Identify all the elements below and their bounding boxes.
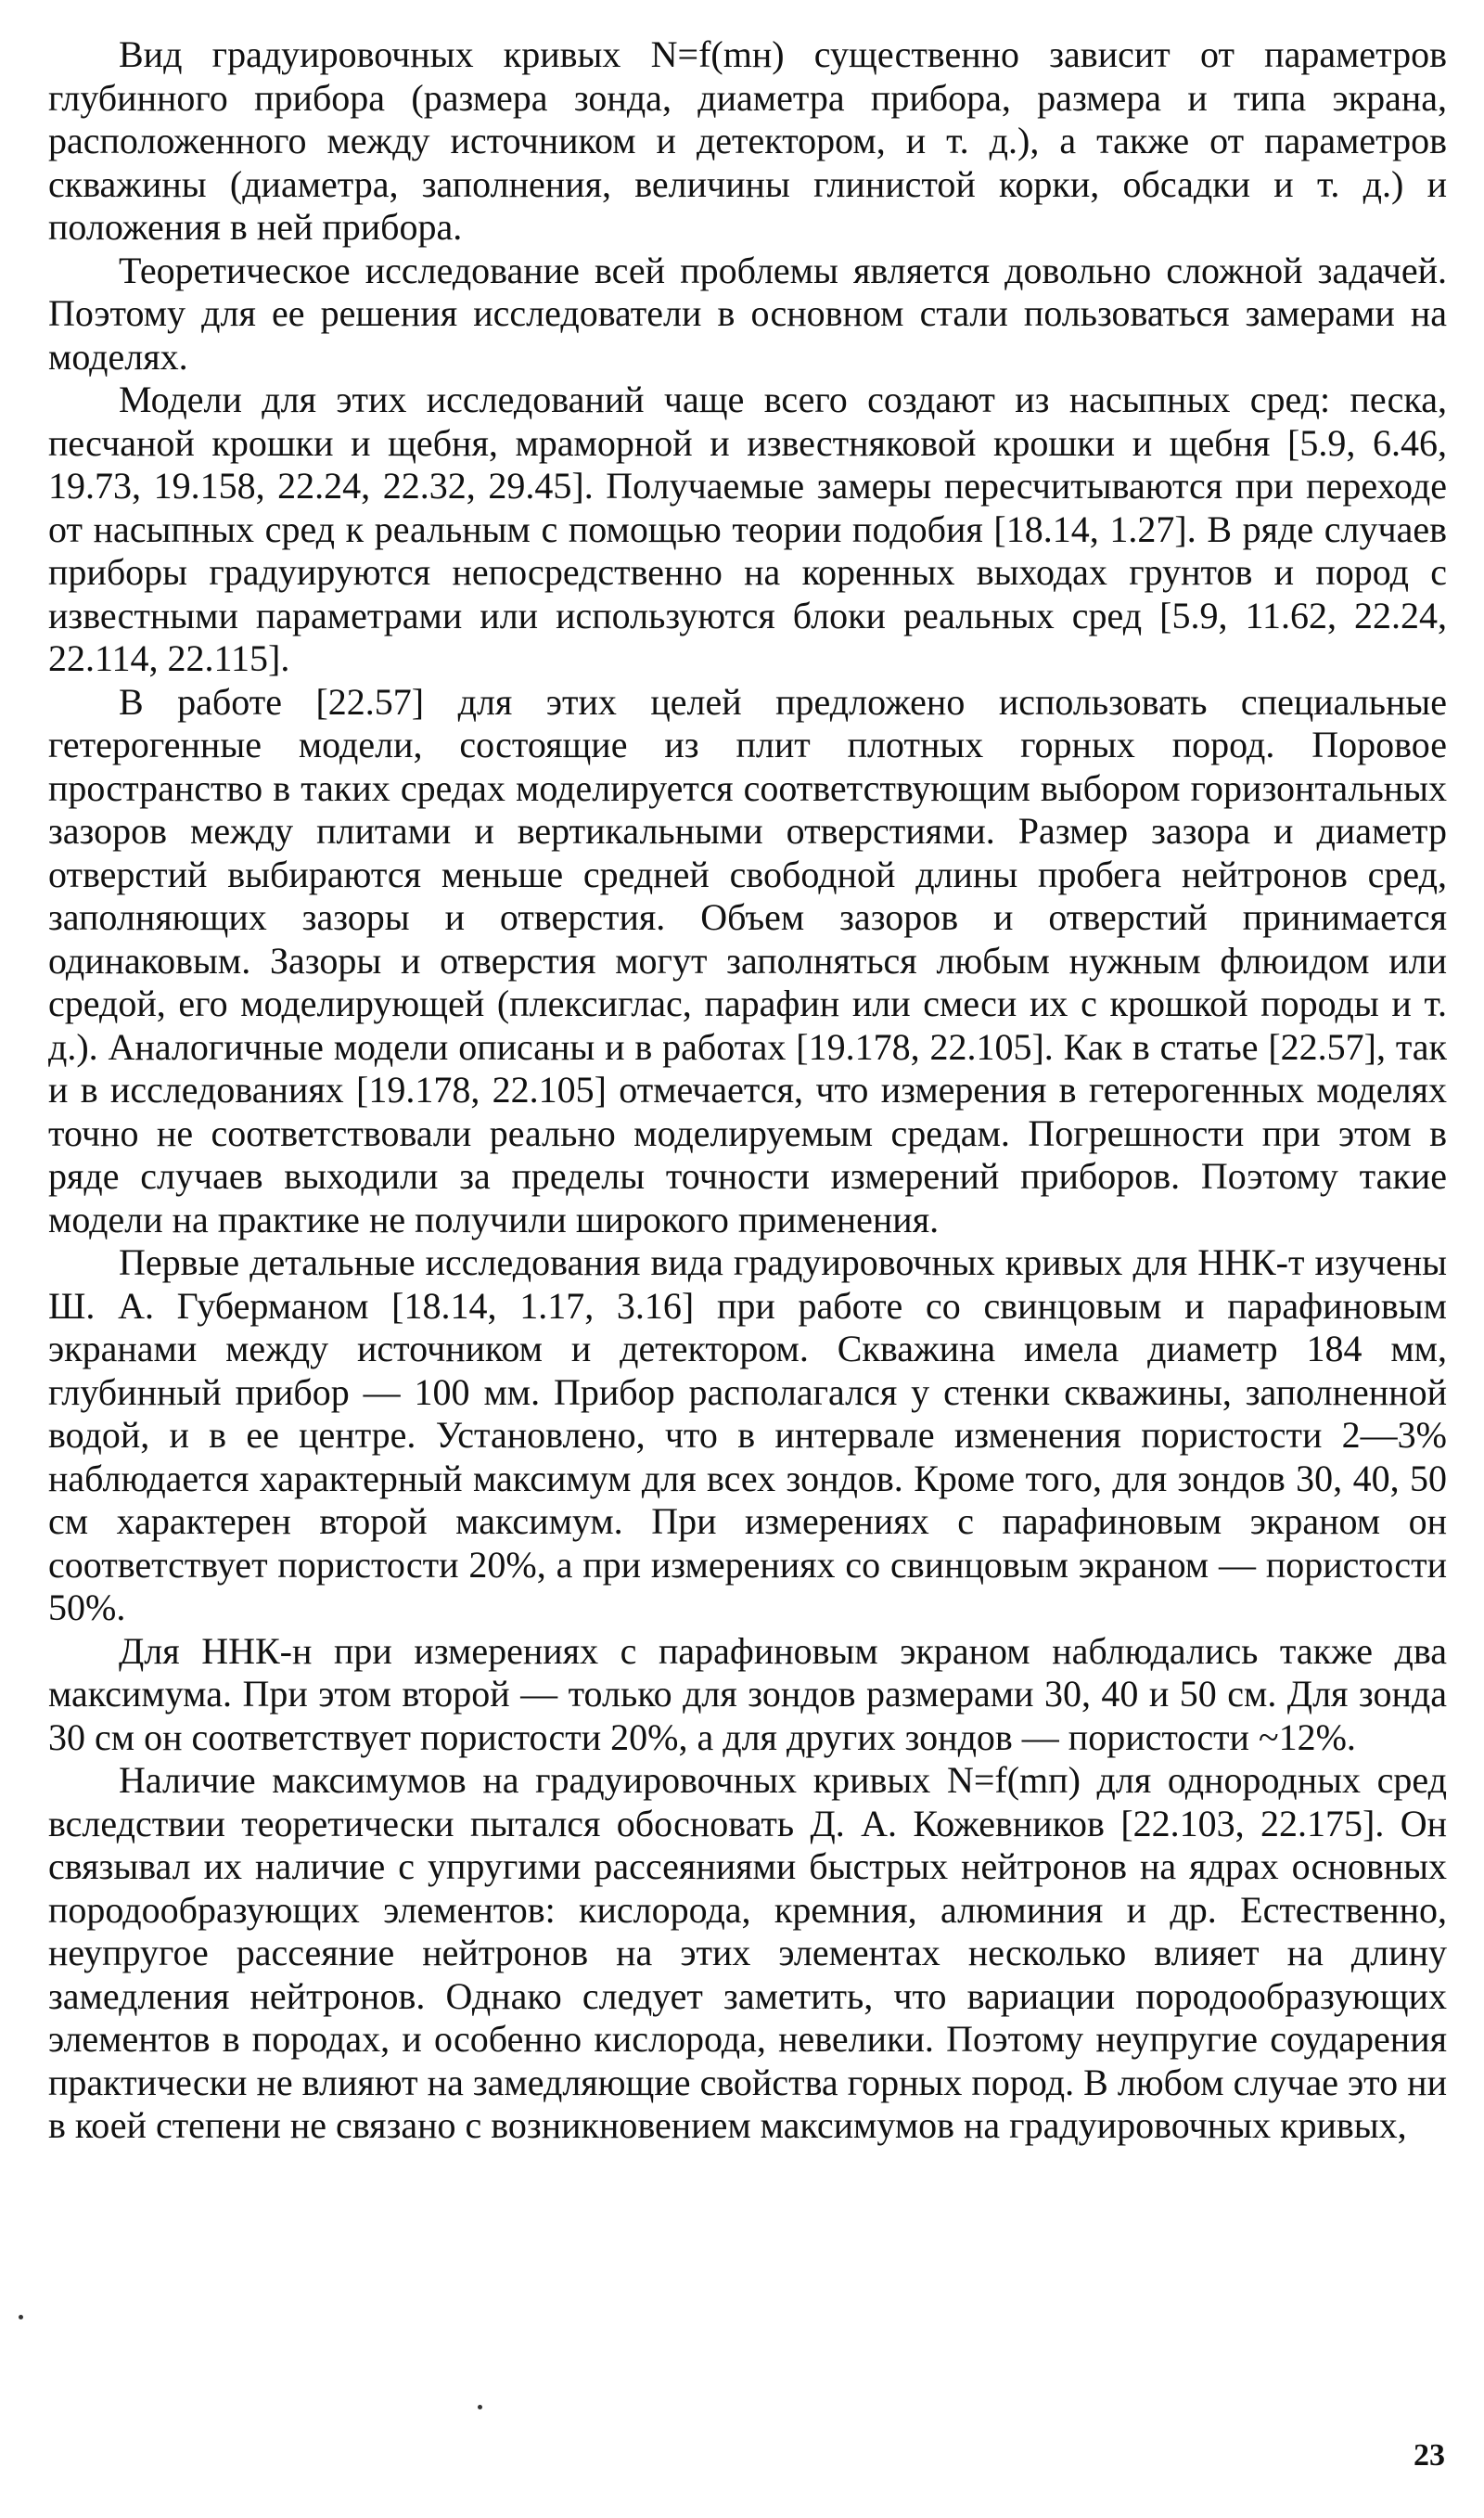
- paragraph-models: Модели для этих исследований чаще всего создают из насыпных сред: песка, песчаной крошки и щебня, мраморной и известняковой крошки и щебня [5.9, 6.46, 19.73, 19.158, 22.24, 22.32, 29.45]. Получаемые замеры пересчитываются при переходе от насыпных сред к реальным с помощью теории подобия [18.14, 1.27]. В ряде случаев приборы градуируются непосредственно на коренных выходах грунтов и пород с известными параметрами или используются блоки реальных сред [5.9, 11.62, 22.24, 22.114, 22.115].: [48, 379, 1447, 679]
- page-body: [48, 33, 1447, 2148]
- print-speck: [478, 2405, 482, 2409]
- print-speck: [19, 2315, 23, 2319]
- paragraph-guberman-study: Первые детальные исследования вида градуировочных кривых для ННК-т изучены Ш. А. Губерманом [18.14, 1.17, 3.16] при работе со свинцовым и парафиновым экранами между источником и детектором. Скважина имела диаметр 184 мм, глубинный прибор — 100 мм. Прибор располагался у стенки скважины, заполненной водой, и в ее центре. Установлено, что в интервале изменения пористости 2—3% наблюдается характерный максимум для всех зондов. Кроме того, для зондов 30, 40, 50 см характерен второй максимум. При измерениях с парафиновым экраном он соответствует пористости 20%, а при измерениях со свинцовым экраном — пористости 50%.: [48, 1241, 1447, 1628]
- paragraph-nnk-n: Для ННК-н при измерениях с парафиновым экраном наблюдались также два максимума. При этом второй — только для зондов размерами 30, 40 и 50 см. Для зонда 30 см он соответствует пористости 20%, а для других зондов — пористости ~12%.: [48, 1629, 1447, 1758]
- paragraph-maxima: Наличие максимумов на градуировочных кривых N=f(mп) для однородных сред вследствии теоретически пытался обосновать Д. А. Кожевников [22.103, 22.175]. Он связывал их наличие с упругими рассеяниями быстрых нейтронов на ядрах основных породообразующих элементов: кислорода, кремния, алюминия и др. Естественно, неупругое рассеяние нейтронов на этих элементах несколько влияет на длину замедления нейтронов. Однако следует заметить, что вариации породообразующих элементов в породах, и особенно кислорода, невелики. Поэтому неупругие соударения практически не влияют на замедляющие свойства горных пород. В любом случае это ни в коей степени не связано с возникновением максимумов на градуировочных кривых,: [48, 1759, 1447, 2146]
- paragraph-heterogeneous-models: В работе [22.57] для этих целей предложено использовать специальные гетерогенные модели, состоящие из плит плотных горных пород. Поровое пространство в таких средах моделируется соответствующим выбором горизонтальных зазоров между плитами и вертикальными отверстиями. Размер зазора и диаметр отверстий выбираются меньше средней свободной длины пробега нейтронов сред, заполняющих зазоры и отверстия. Объем зазоров и отверстий принимается одинаковым. Зазоры и отверстия могут заполняться любым нужным флюидом или средой, его моделирующей (плексиглас, парафин или смеси их с крошкой породы и т. д.). Аналогичные модели описаны и в работах [19.178, 22.105]. Как в статье [22.57], так и в исследованиях [19.178, 22.105] отмечается, что измерения в гетерогенных моделях точно не соответствовали реально моделируемым средам. Погрешности при этом в ряде случаев выходили за пределы точности измерений приборов. Поэтому такие модели на практике не получили широкого применения.: [48, 680, 1447, 1240]
- paragraph-theoretical-study: Теоретическое исследование всей проблемы является довольно сложной задачей. Поэтому для ее решения исследователи в основном стали пользоваться замерами на моделях.: [48, 249, 1447, 378]
- page-number: 23: [1414, 2438, 1445, 2473]
- paragraph-calibration-curves: Вид градуировочных кривых N=f(mн) существенно зависит от параметров глубинного прибора (размера зонда, диаметра прибора, размера и типа экрана, расположенного между источником и детектором, и т. д.), а также от параметров скважины (диаметра, заполнения, величины глинистой корки, обсадки и т. д.) и положения в ней прибора.: [48, 33, 1447, 248]
